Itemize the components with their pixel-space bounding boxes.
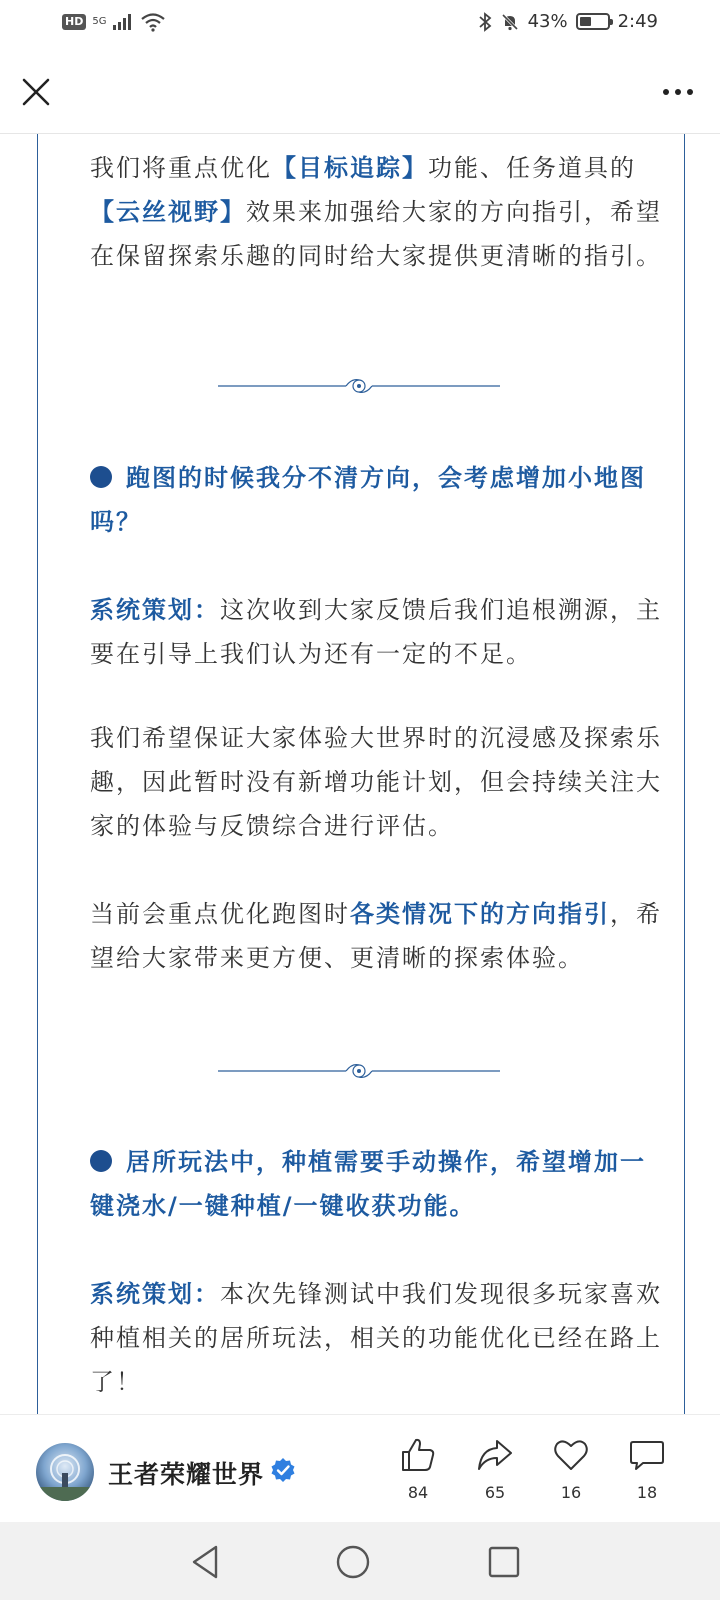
answer-label: 系统策划： bbox=[90, 1280, 220, 1308]
avatar[interactable] bbox=[36, 1443, 94, 1501]
paragraph-immersion: 我们希望保证大家体验大世界时的沉浸感及探索乐趣，因此暂时没有新增功能计划，但会持续关注大家的体验与反馈综合进行评估。 bbox=[90, 724, 662, 840]
top-bar bbox=[0, 50, 720, 134]
comment-icon bbox=[627, 1435, 667, 1475]
close-button[interactable] bbox=[14, 70, 58, 114]
comment-count: 18 bbox=[636, 1483, 658, 1502]
text-segment: 功能、任务道具的 bbox=[428, 154, 636, 182]
text-segment: 效果来加强给大家的方向指引，希望在保留探索乐趣的同时给大家提供更清晰的指引。 bbox=[90, 198, 662, 270]
text-segment: 我们将重点优化 bbox=[90, 154, 272, 182]
back-nav-button[interactable] bbox=[186, 1542, 226, 1582]
answer-minimap bbox=[90, 588, 670, 676]
status-bar bbox=[0, 0, 720, 50]
highlight-cloud-vision: 【云丝视野】 bbox=[90, 198, 246, 226]
question-heading-minimap bbox=[90, 456, 670, 544]
signal-icon bbox=[112, 13, 134, 31]
hd-badge: HD bbox=[62, 14, 86, 30]
favorite-button[interactable] bbox=[541, 1435, 601, 1502]
mute-bell-icon bbox=[500, 12, 520, 32]
like-button[interactable] bbox=[388, 1435, 448, 1502]
more-icon bbox=[654, 70, 702, 114]
paragraph-intro bbox=[90, 146, 670, 278]
clock: 2:49 bbox=[617, 11, 658, 32]
battery-icon bbox=[576, 13, 610, 30]
question-heading-planting bbox=[90, 1140, 670, 1228]
text-segment: 当前会重点优化跑图时 bbox=[90, 900, 350, 928]
section-divider bbox=[218, 374, 500, 394]
question-text: 居所玩法中，种植需要手动操作，希望增加一键浇水/一键种植/一键收获功能。 bbox=[90, 1148, 646, 1220]
recents-square-icon bbox=[484, 1542, 524, 1582]
highlight-target-tracking: 【目标追踪】 bbox=[272, 154, 428, 182]
home-circle-icon bbox=[333, 1542, 373, 1582]
answer-text: 本次先锋测试中我们发现很多玩家喜欢种植相关的居所玩法，相关的功能优化已经在路上了！ bbox=[90, 1280, 662, 1396]
wifi-icon bbox=[140, 12, 166, 32]
answer-label: 系统策划： bbox=[90, 596, 220, 624]
share-count: 65 bbox=[484, 1483, 506, 1502]
share-button[interactable] bbox=[465, 1435, 525, 1502]
status-left bbox=[62, 12, 166, 32]
network-type: 5G bbox=[92, 16, 107, 27]
status-right bbox=[478, 11, 658, 32]
answer-planting bbox=[90, 1272, 670, 1404]
question-text: 跑图的时候我分不清方向，会考虑增加小地图吗？ bbox=[90, 464, 646, 536]
home-nav-button[interactable] bbox=[333, 1542, 373, 1582]
more-options-button[interactable] bbox=[654, 70, 702, 114]
answer-text: 这次收到大家反馈后我们追根溯源，主要在引导上我们认为还有一定的不足。 bbox=[90, 596, 662, 668]
article-frame bbox=[37, 134, 685, 1414]
text-segment: ，希望给大家带来更方便、更清晰的探索体验。 bbox=[90, 900, 662, 972]
highlight-direction-guide: 各类情况下的方向指引 bbox=[350, 900, 610, 928]
share-icon bbox=[475, 1435, 515, 1475]
like-count: 84 bbox=[407, 1483, 429, 1502]
battery-fill bbox=[580, 17, 591, 26]
action-bar bbox=[0, 1414, 720, 1522]
bluetooth-icon bbox=[478, 12, 492, 32]
paragraph-optimization bbox=[90, 892, 670, 980]
heart-icon bbox=[551, 1435, 591, 1475]
battery-percent: 43% bbox=[527, 11, 568, 32]
close-icon bbox=[14, 70, 58, 114]
recents-nav-button[interactable] bbox=[484, 1542, 524, 1582]
verified-badge-icon bbox=[270, 1457, 296, 1483]
bullet-dot bbox=[90, 466, 112, 488]
bullet-dot bbox=[90, 1150, 112, 1172]
section-divider bbox=[218, 1059, 500, 1079]
comment-button[interactable] bbox=[617, 1435, 677, 1502]
thumbs-up-icon bbox=[398, 1435, 438, 1475]
system-nav-bar bbox=[0, 1522, 720, 1600]
avatar-image bbox=[36, 1443, 94, 1501]
account-name[interactable]: 王者荣耀世界 bbox=[108, 1460, 265, 1489]
back-triangle-icon bbox=[186, 1542, 226, 1582]
favorite-count: 16 bbox=[560, 1483, 582, 1502]
